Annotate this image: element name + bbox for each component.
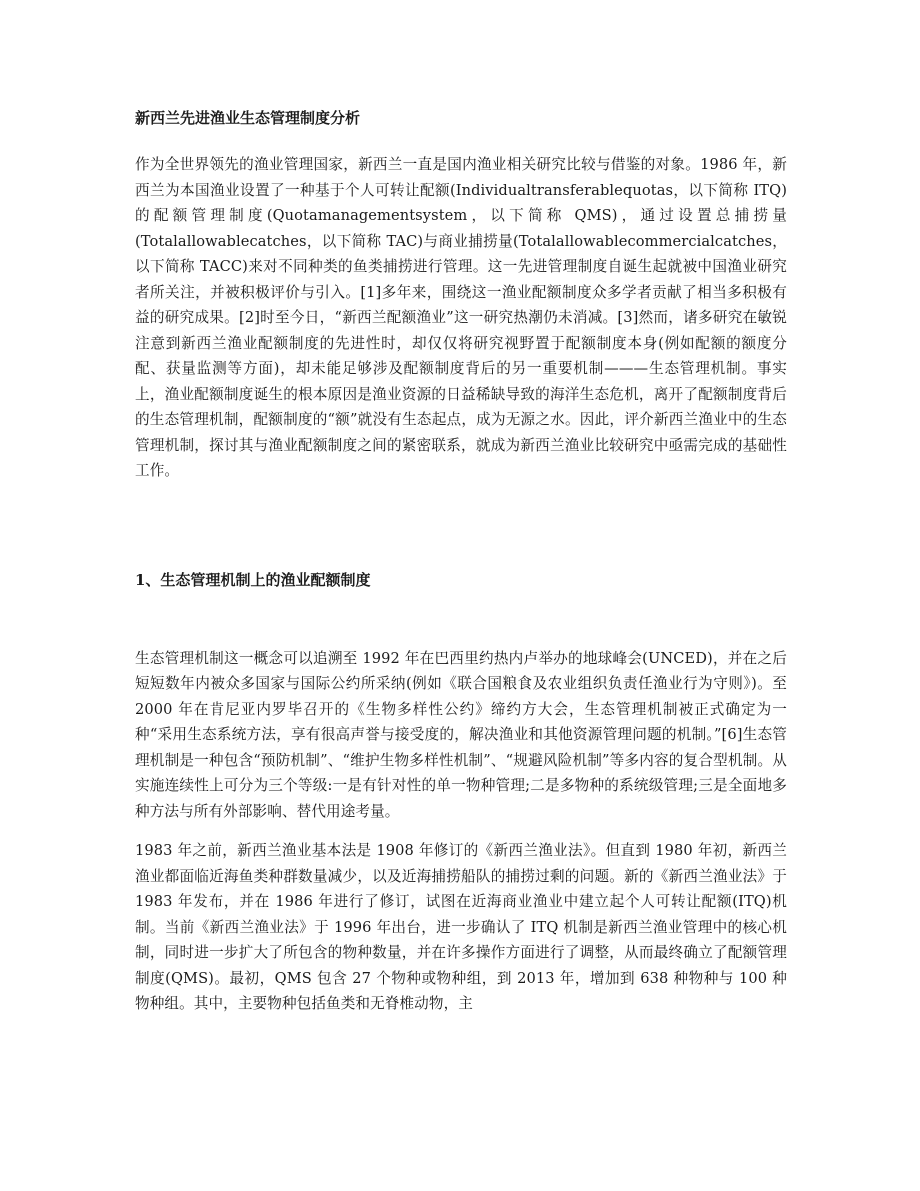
intro-paragraph: 作为全世界领先的渔业管理国家，新西兰一直是国内渔业相关研究比较与借鉴的对象。1986 年，新西兰为本国渔业设置了一种基于个人可转让配额(Individualtransferablequotas，以下简称 ITQ)的配额管理制度(Quotamanagementsystem，以下简称 QMS)，通过设置总捕捞量(Totalallowablecatches，以下简称 TAC)与商业捕捞量(Totalallowablecommercialcatches，以下简称 TACC)来对不同种类的鱼类捕捞进行管理。这一先进管理制度自诞生起就被中国渔业研究者所关注，并被积极评价与引入。[1]多年来，围绕这一渔业配额制度众多学者贡献了相当多积极有益的研究成果。[2]时至今日，“新西兰配额渔业”这一研究热潮仍未消减。[3]然而，诸多研究在敏锐注意到新西兰渔业配额制度的先进性时，却仅仅将研究视野置于配额制度本身(例如配额的额度分配、获量监测等方面)，却未能足够涉及配额制度背后的另一重要机制———生态管理机制。事实上，渔业配额制度诞生的根本原因是渔业资源的日益稀缺导致的海洋生态危机，离开了配额制度背后的生态管理机制，配额制度的“额”就没有生态起点，成为无源之水。因此，评介新西兰渔业中的生态管理机制，探讨其与渔业配额制度之间的紧密联系，就成为新西兰渔业比较研究中亟需完成的基础性工作。: [135, 156, 787, 479]
section-spacer: [135, 484, 787, 570]
body-paragraph: 1983 年之前，新西兰渔业基本法是 1908 年修订的《新西兰渔业法》。但直到 1980 年初，新西兰渔业都面临近海鱼类种群数量减少，以及近海捕捞船队的捕捞过剩的问题。新的《新西兰渔业法》于 1983 年发布，并在 1986 年进行了修订，试图在近海商业渔业中建立起个人可转让配额(ITQ)机制。当前《新西兰渔业法》于 1996 年出台，进一步确认了 ITQ 机制是新西兰渔业管理中的核心机制，同时进一步扩大了所包含的物种数量，并在许多操作方面进行了调整，从而最终确立了配额管理制度(QMS)。最初，QMS 包含 27 个物种或物种组，到 2013 年，增加到 638 种物种与 100 种物种组。其中，主要物种包括鱼类和无脊椎动物，主: [135, 842, 787, 1012]
document-page: [135, 108, 787, 1017]
section-heading: 1、生态管理机制上的渔业配额制度: [135, 570, 371, 589]
document-title: 新西兰先进渔业生态管理制度分析: [135, 109, 361, 127]
body-paragraph: 生态管理机制这一概念可以追溯至 1992 年在巴西里约热内卢举办的地球峰会(UNCED)，并在之后短短数年内被众多国家与国际公约所采纳(例如《联合国粮食及农业组织负责任渔业行为守则》)。至 2000 年在肯尼亚内罗毕召开的《生物多样性公约》缔约方大会，生态管理机制被正式确定为一种“采用生态系统方法，享有很高声誉与接受度的，解决渔业和其他资源管理问题的机制。”[6]生态管理机制是一种包含“预防机制”、“维护生物多样性机制”、“规避风险机制”等多内容的复合型机制。从实施连续性上可分为三个等级:一是有针对性的单一物种管理;二是多物种的系统级管理;三是全面地多种方法与所有外部影响、替代用途考量。: [135, 649, 787, 820]
